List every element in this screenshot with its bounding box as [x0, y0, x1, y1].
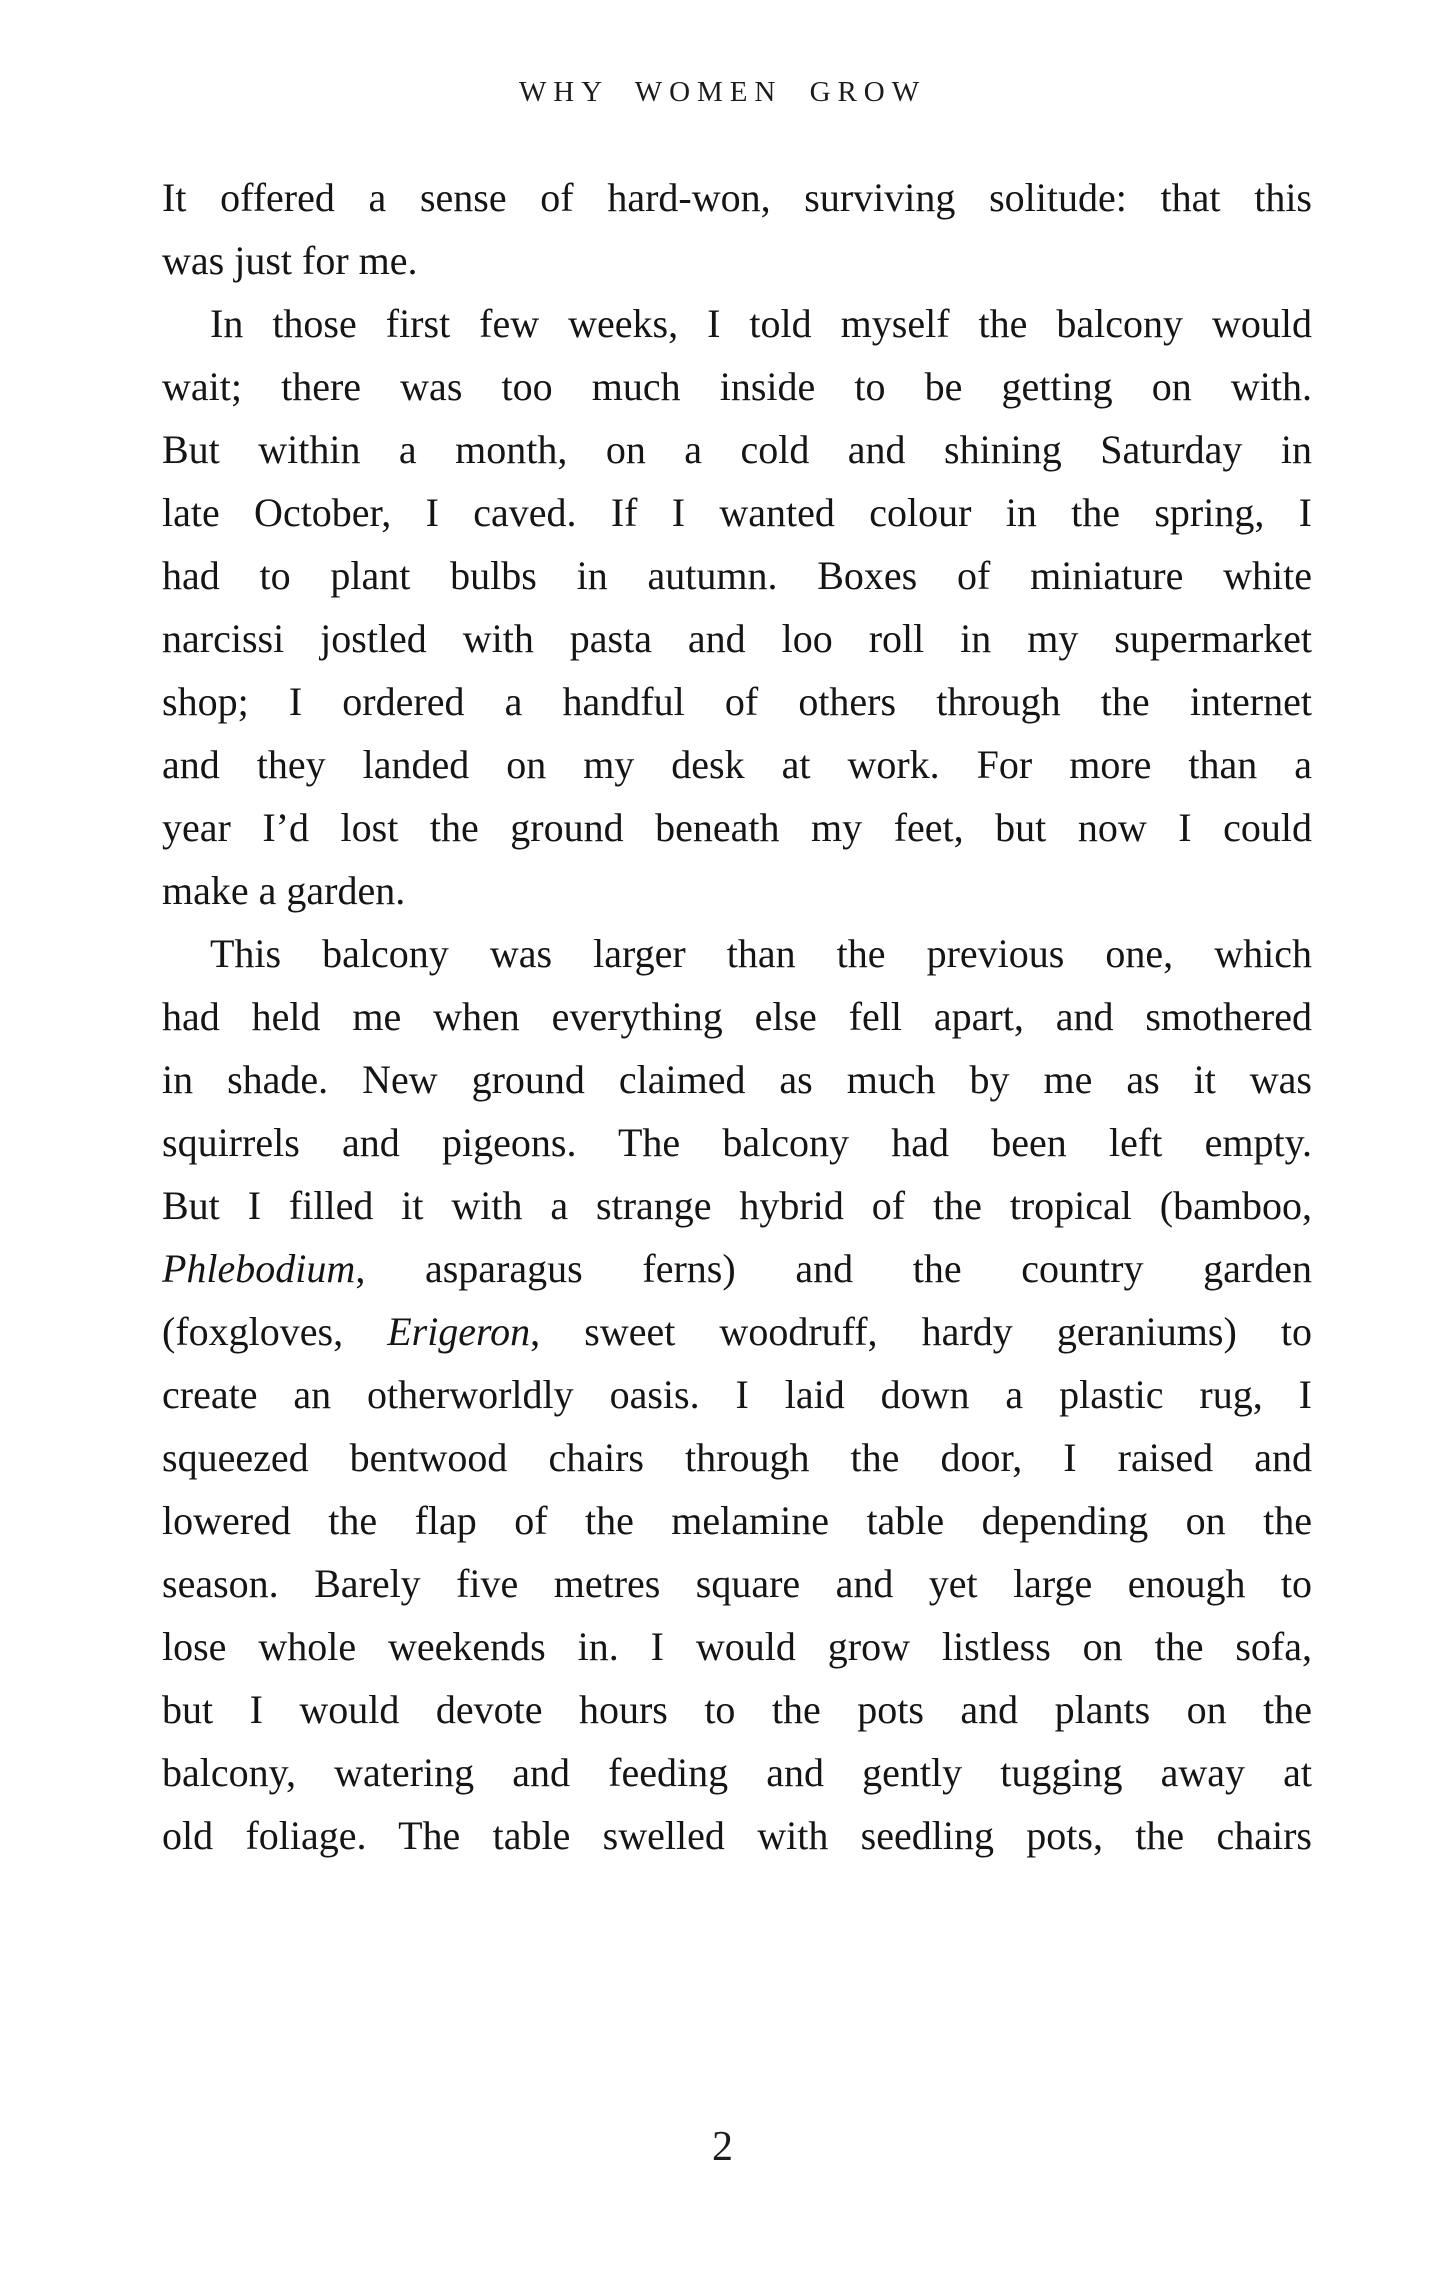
- text-line: [162, 229, 1312, 292]
- text-line: [162, 1237, 1312, 1300]
- text-segment: shop; I ordered a handful of others through the internet: [162, 679, 1312, 724]
- text-segment: year I’d lost the ground beneath my feet, but now I could: [162, 805, 1312, 850]
- text-line: [162, 166, 1312, 229]
- text-segment: But I filled it with a strange hybrid of the tropical (bamboo,: [162, 1183, 1312, 1228]
- text-segment: squeezed bentwood chairs through the door, I raised and: [162, 1435, 1312, 1480]
- text-segment: had held me when everything else fell apart, and smothered: [162, 994, 1312, 1039]
- text-segment: This balcony was larger than the previous one, which: [210, 931, 1312, 976]
- body-text-block: [162, 166, 1312, 1867]
- text-segment: old foliage. The table swelled with seedling pots, the chairs: [162, 1813, 1312, 1858]
- page-number: 2: [712, 2124, 733, 2170]
- text-line: [162, 1300, 1312, 1363]
- text-line: [162, 1048, 1312, 1111]
- text-segment: create an otherworldly oasis. I laid down a plastic rug, I: [162, 1372, 1312, 1417]
- text-line: [162, 1615, 1312, 1678]
- text-line: [162, 481, 1312, 544]
- text-line: [162, 1678, 1312, 1741]
- text-line: [162, 733, 1312, 796]
- text-line: [162, 1741, 1312, 1804]
- text-line: [162, 355, 1312, 418]
- text-segment: In those first few weeks, I told myself the balcony would: [210, 301, 1312, 346]
- text-segment: But within a month, on a cold and shining Saturday in: [162, 427, 1312, 472]
- text-segment: narcissi jostled with pasta and loo roll in my supermarket: [162, 616, 1312, 661]
- text-segment: squirrels and pigeons. The balcony had been left empty.: [162, 1120, 1312, 1165]
- text-line: [162, 796, 1312, 859]
- text-segment: (foxgloves,: [162, 1309, 388, 1354]
- text-line: [162, 1111, 1312, 1174]
- text-segment: It offered a sense of hard-won, surviving solitude: that this: [162, 175, 1312, 220]
- text-line: [162, 1363, 1312, 1426]
- text-line: [162, 292, 1312, 355]
- text-segment: , sweet woodruff, hardy geraniums) to: [530, 1309, 1312, 1354]
- text-segment: in shade. New ground claimed as much by me as it was: [162, 1057, 1312, 1102]
- text-line: [162, 1804, 1312, 1867]
- text-line: [162, 1489, 1312, 1552]
- text-segment: was just for me.: [162, 238, 418, 283]
- text-line: [162, 1174, 1312, 1237]
- text-segment: lose whole weekends in. I would grow listless on the sofa,: [162, 1624, 1312, 1669]
- text-segment: , asparagus ferns) and the country garden: [355, 1246, 1312, 1291]
- text-segment: but I would devote hours to the pots and plants on the: [162, 1687, 1312, 1732]
- text-segment: lowered the flap of the melamine table depending on the: [162, 1498, 1312, 1543]
- running-header: WHY WOMEN GROW: [518, 76, 927, 108]
- text-segment: late October, I caved. If I wanted colour in the spring, I: [162, 490, 1312, 535]
- text-segment: had to plant bulbs in autumn. Boxes of miniature white: [162, 553, 1312, 598]
- text-line: [162, 544, 1312, 607]
- italic-text-segment: Erigeron: [387, 1309, 531, 1354]
- text-line: [162, 418, 1312, 481]
- text-line: [162, 985, 1312, 1048]
- text-line: [162, 1426, 1312, 1489]
- text-segment: make a garden.: [162, 868, 406, 913]
- text-line: [162, 859, 1312, 922]
- text-segment: season. Barely five metres square and yet large enough to: [162, 1561, 1312, 1606]
- text-segment: balcony, watering and feeding and gently tugging away at: [162, 1750, 1312, 1795]
- italic-text-segment: Phlebodium: [162, 1246, 356, 1291]
- text-segment: wait; there was too much inside to be getting on with.: [162, 364, 1312, 409]
- text-line: [162, 922, 1312, 985]
- text-line: [162, 1552, 1312, 1615]
- text-line: [162, 670, 1312, 733]
- text-segment: and they landed on my desk at work. For more than a: [162, 742, 1312, 787]
- text-line: [162, 607, 1312, 670]
